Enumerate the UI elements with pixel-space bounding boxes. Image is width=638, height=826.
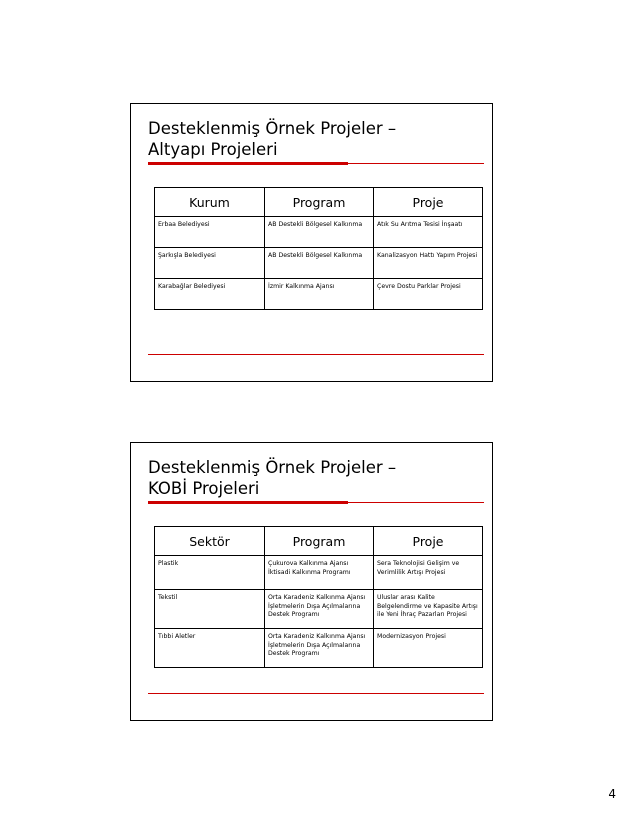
- column-header-program: Program: [265, 527, 374, 556]
- table-row: [155, 590, 483, 629]
- slide-altyapi: [130, 103, 493, 382]
- table-cell: İzmir Kalkınma Ajansı: [265, 279, 374, 310]
- column-header-program: Program: [265, 188, 374, 217]
- table-cell: Şarkışla Belediyesi: [155, 248, 265, 279]
- table-cell: Orta Karadeniz Kalkınma Ajansı İşletmelerin Dışa Açılmalarına Destek Programı: [265, 629, 374, 668]
- table-row: [155, 217, 483, 248]
- table-cell: AB Destekli Bölgesel Kalkınma: [265, 217, 374, 248]
- table-cell: Çevre Dostu Parklar Projesi: [374, 279, 483, 310]
- column-header-sektor: Sektör: [155, 527, 265, 556]
- column-header-kurum: Kurum: [155, 188, 265, 217]
- table-cell: Erbaa Belediyesi: [155, 217, 265, 248]
- slide-title-line-2: Altyapı Projeleri: [148, 140, 278, 159]
- title-divider-accent: [148, 501, 348, 504]
- table-cell: Modernizasyon Projesi: [374, 629, 483, 668]
- footer-divider: [148, 693, 484, 694]
- table-cell: AB Destekli Bölgesel Kalkınma: [265, 248, 374, 279]
- table-cell: Tekstil: [155, 590, 265, 629]
- table-cell: Çukurova Kalkınma Ajansı İktisadi Kalkınma Programı: [265, 556, 374, 590]
- slide-title-line-1: Desteklenmiş Örnek Projeler –: [148, 458, 397, 477]
- slide-title: [148, 118, 478, 160]
- slide-title-line-2: KOBİ Projeleri: [148, 479, 260, 498]
- projects-table: [154, 187, 483, 310]
- table-cell: Atık Su Arıtma Tesisi İnşaatı: [374, 217, 483, 248]
- table-row: [155, 248, 483, 279]
- table-header-row: [155, 527, 483, 556]
- projects-table: [154, 526, 483, 668]
- table-cell: Karabağlar Belediyesi: [155, 279, 265, 310]
- slide-kobi: [130, 442, 493, 721]
- table-cell: Tıbbi Aletler: [155, 629, 265, 668]
- column-header-proje: Proje: [374, 527, 483, 556]
- table-row: [155, 279, 483, 310]
- title-divider-accent: [148, 162, 348, 165]
- footer-divider: [148, 354, 484, 355]
- table-cell: Plastik: [155, 556, 265, 590]
- table-header-row: [155, 188, 483, 217]
- table-row: [155, 629, 483, 668]
- table-row: [155, 556, 483, 590]
- column-header-proje: Proje: [374, 188, 483, 217]
- slide-title: [148, 457, 478, 499]
- table-cell: Sera Teknolojisi Gelişim ve Verimlilik Artışı Projesi: [374, 556, 483, 590]
- slide-title-line-1: Desteklenmiş Örnek Projeler –: [148, 119, 397, 138]
- page-number: 4: [608, 787, 616, 801]
- table-cell: Orta Karadeniz Kalkınma Ajansı İşletmelerin Dışa Açılmalarına Destek Programı: [265, 590, 374, 629]
- table-cell: Kanalizasyon Hattı Yapım Projesi: [374, 248, 483, 279]
- table-cell: Uluslar arası Kalite Belgelendirme ve Kapasite Artışı ile Yeni İhraç Pazarları Projesi: [374, 590, 483, 629]
